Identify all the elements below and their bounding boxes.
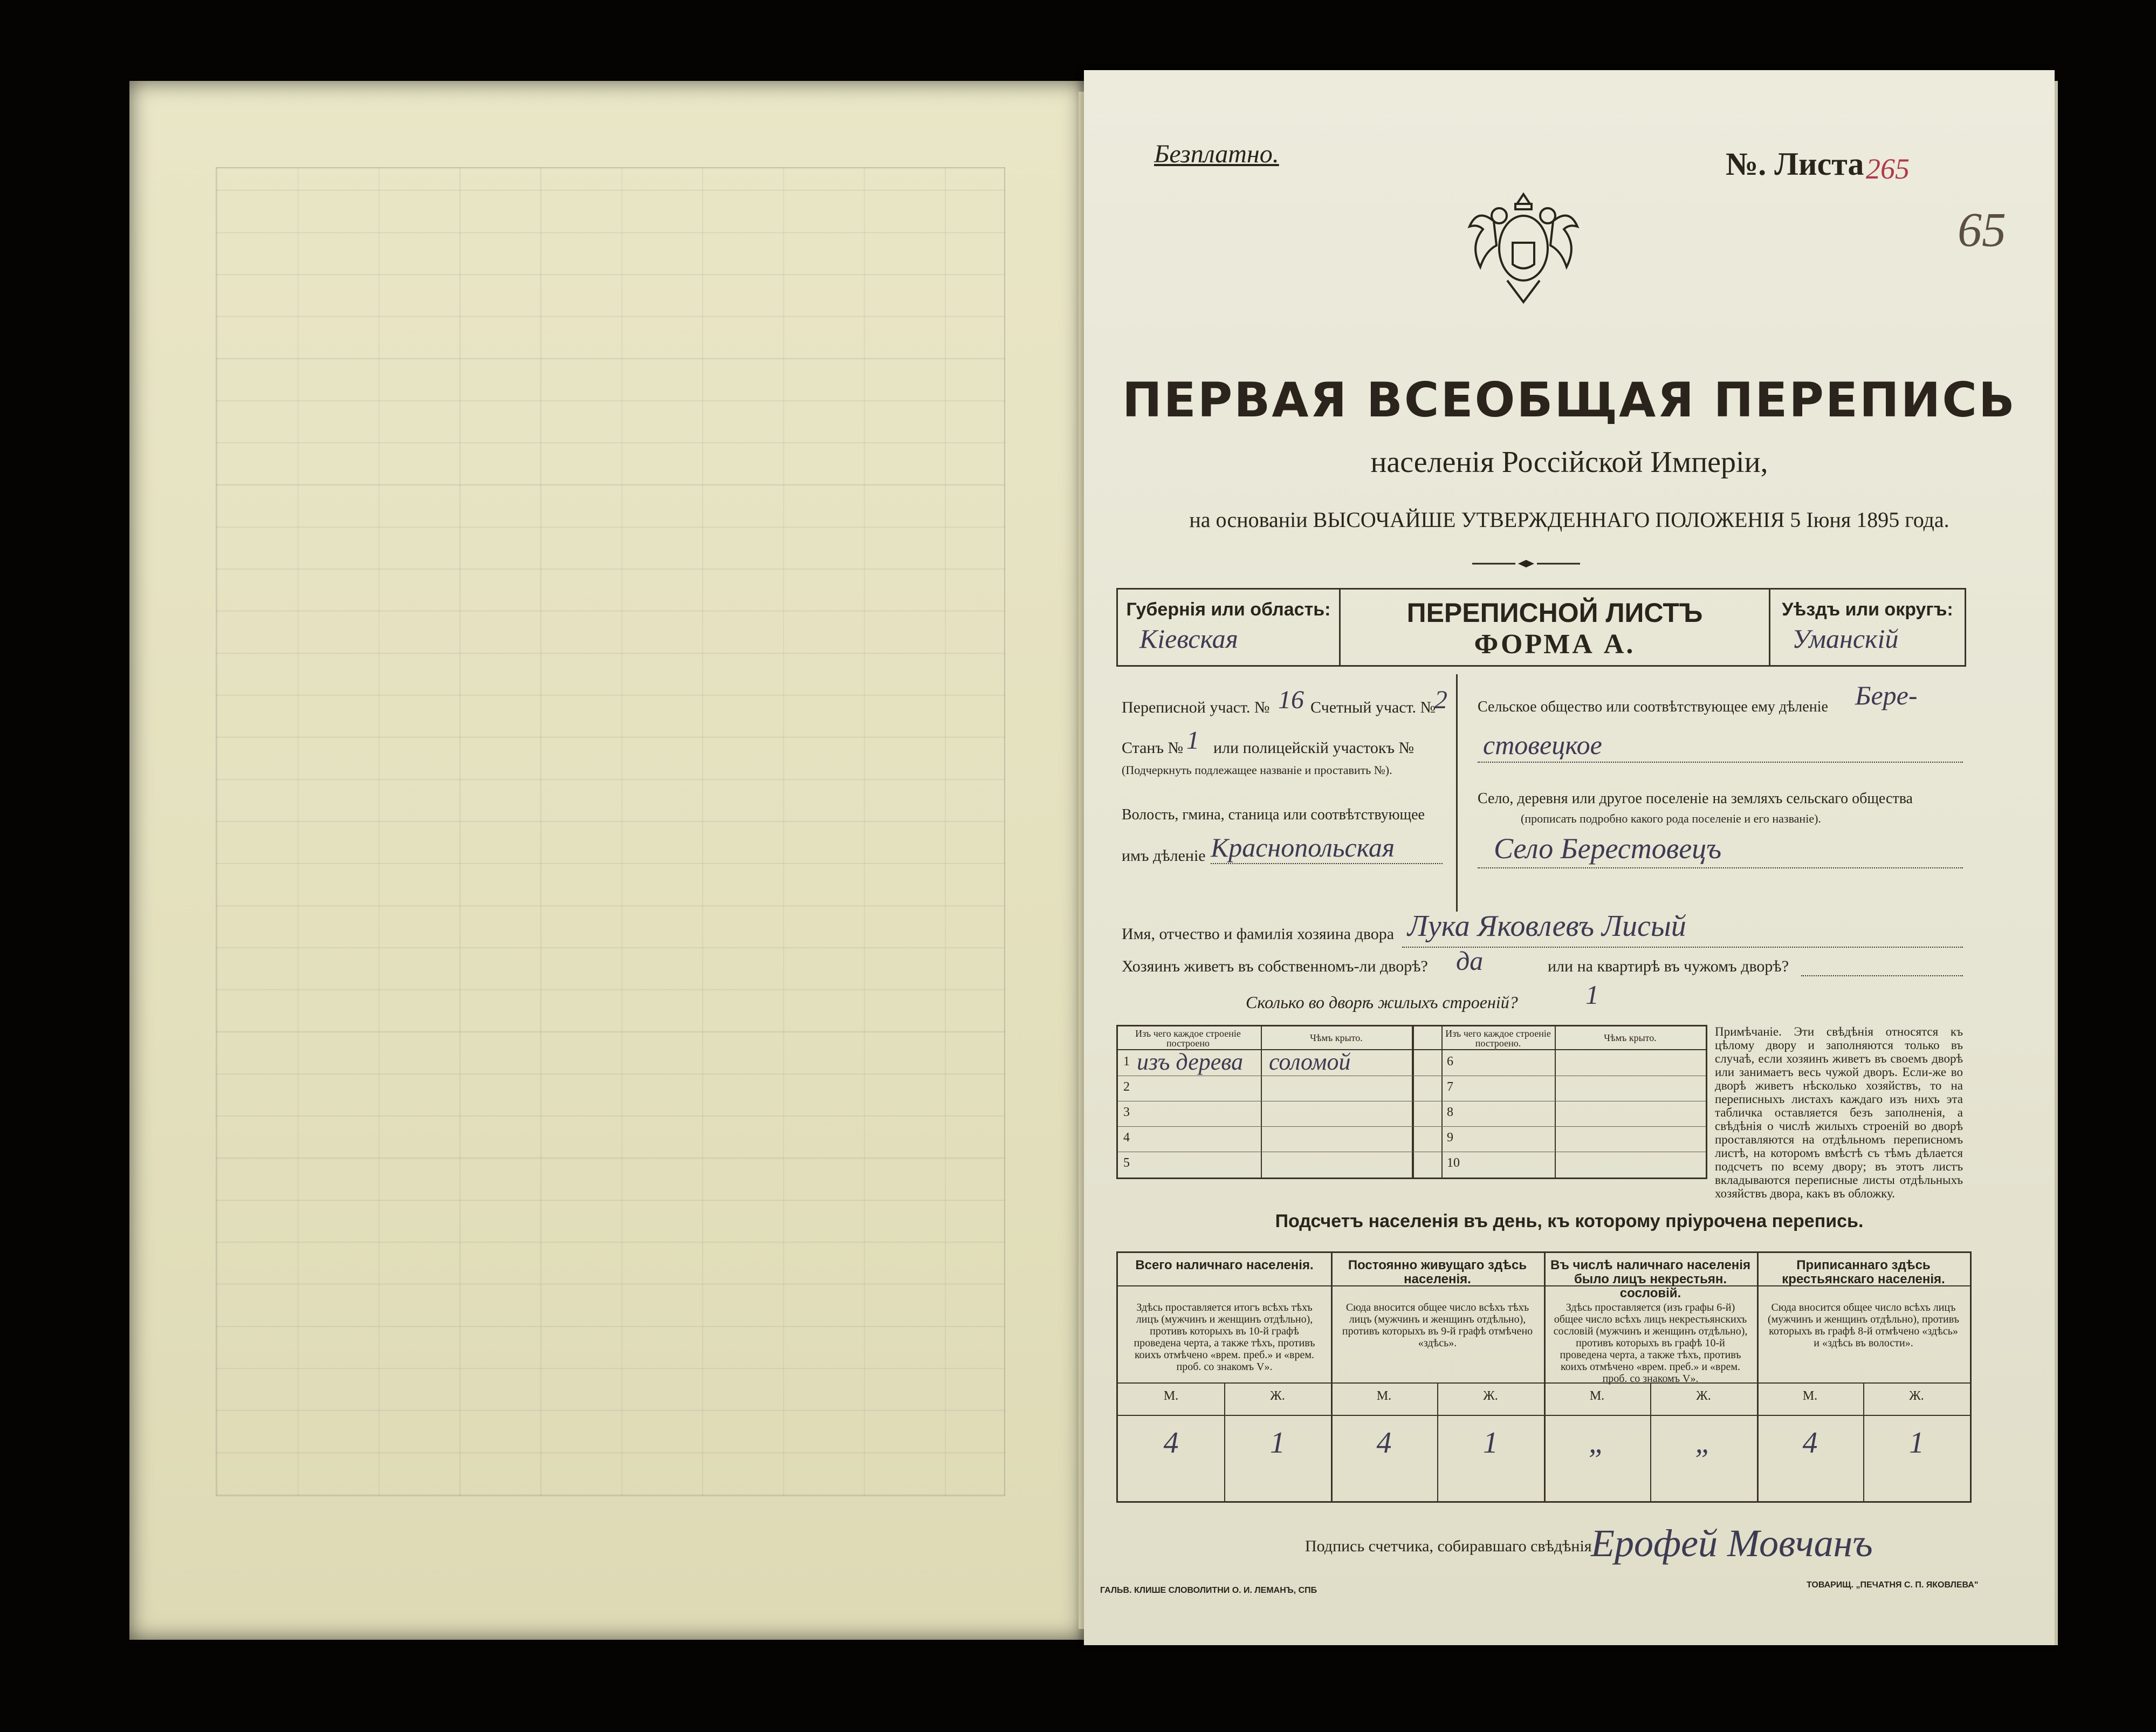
cnt-col3-desc: Здѣсь проставляется (изъ графы 6-й) общее число всѣхъ лицъ некрестьянскихъ сословій (мужчинъ и женщинъ отдѣльно), противъ которыхъ въ графѣ 10-й проведена черта, а также тѣхъ, противъ коихъ отмѣчено «врем. преб.» и «врем. проб. со знакомъ V». [1553,1302,1748,1385]
census-title: ПЕРВАЯ ВСЕОБЩАЯ ПЕРЕПИСЬ [1122,372,2016,428]
cnt-m-label: М. [1589,1389,1605,1403]
counting-district-value[interactable]: 2 [1434,686,1447,714]
buildings-table [1116,1025,1707,1179]
left-page-ruled-grid [216,167,1005,1496]
double-headed-eagle-icon [1461,183,1585,313]
stan-label: Станъ № [1122,739,1184,757]
stan-value[interactable]: 1 [1186,726,1199,755]
census-district-label: Переписной участ. № [1122,699,1270,716]
cnt-m-label: М. [1163,1389,1179,1403]
bld-row-number: 7 [1447,1080,1453,1094]
guberniya-label: Губернія или область: [1126,599,1331,620]
village-underline [1478,867,1963,868]
cnt-col1-desc: Здѣсь проставляется итогъ всѣхъ тѣхъ лицъ (мужчинъ и женщинъ отдѣльно), противъ которыхъ въ 10-й графѣ проведена черта, а также тѣхъ, противъ коихъ отмѣчено «врем. преб.» и «врем. проб. со знакомъ V». [1134,1302,1315,1373]
form-header-box [1116,588,1966,667]
imprint-left: ГАЛЬВ. КЛИШЕ СЛОВОЛИТНИ О. И. ЛЕМАНЪ, СПБ [1100,1586,1317,1595]
owner-value[interactable]: Лука Яковлевъ Лисый [1407,909,1686,943]
signature-label: Подпись счетчика, собиравшаго свѣдѣнія [1305,1537,1592,1555]
bld-row-number: 9 [1447,1131,1453,1145]
bld-row-number: 2 [1123,1080,1130,1094]
bld-col1-header: Изъ чего каждое строеніе построено [1135,1028,1241,1049]
cnt-col-divider [1331,1253,1333,1501]
cnt-col-divider [1544,1253,1546,1501]
cnt-m-label: М. [1376,1389,1392,1403]
cnt-col3-header: Въ числѣ наличнаго населенія было лицъ некрестьян. сословій. [1550,1258,1750,1300]
cnt-col1-header: Всего наличнаго населенія. [1135,1258,1314,1272]
footnote: Примѣчаніе. Эти свѣдѣнія относятся къ цѣлому двору и заполняются только въ случаѣ, если хозяинъ живетъ въ своемъ дворѣ или занимаетъ весь чужой дворъ. Если-же во дворѣ живетъ нѣсколько хозяйствъ, то на переписныхъ листахъ каждаго изъ нихъ эта табличка оставляется безъ заполненія, а свѣдѣнія о числѣ жилыхъ строеній во дворѣ проставляются на отдѣльномъ переписномъ листѣ, на которомъ вмѣстѣ съ тѣмъ дѣлается подсчетъ по всему двору; въ этотъ листъ вкладываются переписные листы отдѣльныхъ хозяйствъ двора, какъ въ обложку. [1715,1025,1963,1200]
cnt-f-label: Ж. [1696,1389,1711,1403]
cnt-f-label: Ж. [1483,1389,1498,1403]
census-basis: на основаніи ВЫСОЧАЙШЕ УТВЕРЖДЕННАГО ПОЛОЖЕНІЯ 5 Іюня 1895 года. [1189,508,1949,532]
cnt-col1-f-value[interactable]: 1 [1270,1426,1285,1460]
cnt-col2-m-value[interactable]: 4 [1376,1426,1392,1460]
bld-row1-material[interactable]: изъ дерева [1137,1049,1244,1075]
cnt-col2-desc: Сюда вносится общее число всѣхъ тѣхъ лицъ (мужчинъ и женщинъ отдѣльно), противъ которыхъ въ 9-й графѣ отмѣчено «здѣсь». [1342,1302,1533,1349]
buildings-count-label: Сколько во дворѣ жилыхъ строеній? [1246,992,1518,1012]
own-yard-label: Хозяинъ живетъ въ собственномъ-ли дворѣ? [1122,957,1428,975]
bld-col-divider [1412,1026,1414,1178]
cnt-col2-header: Постоянно живущаго здѣсь населенія. [1348,1258,1527,1286]
cnt-m-label: М. [1802,1389,1818,1403]
bld-row-number: 4 [1123,1131,1130,1145]
rented-underline [1801,975,1963,976]
society-underline [1478,762,1963,763]
imprint-right: ТОВАРИЩ. „ПЕЧАТНЯ С. П. ЯКОВЛЕВА" [1807,1580,1979,1590]
cnt-f-label: Ж. [1270,1389,1285,1403]
cnt-col4-desc: Сюда вносится общее число всѣхъ лицъ (мужчинъ и женщинъ отдѣльно), противъ которыхъ въ графѣ 8-й отмѣчено «здѣсь» и «здѣсь въ волости». [1767,1302,1960,1349]
police-note: (Подчеркнуть подлежащее названіе и проставить №). [1122,763,1392,777]
volost-label: Волость, гмина, станица или соотвѣтствующее [1122,806,1425,823]
census-form-page [1084,70,2055,1645]
sheet-number-label-text: №. Листа [1726,146,1864,182]
population-count-table [1116,1251,1972,1503]
form-title: ПЕРЕПИСНОЙ ЛИСТЪ [1406,598,1703,628]
count-title: Подсчетъ населенія въ день, къ которому пріурочена перепись. [1275,1211,1864,1231]
volost-label-2: имъ дѣленіе [1122,847,1206,865]
bld-row-number: 5 [1123,1156,1130,1170]
bld-col2-header: Чѣмъ крыто. [1310,1032,1363,1043]
owner-label: Имя, отчество и фамилія хозяина двора [1122,925,1395,943]
society-label: Сельское общество или соотвѣтствующее ему дѣленіе [1478,699,1828,715]
society-value-2[interactable]: стовецкое [1483,730,1602,760]
free-label: Безплатно. [1154,140,1279,168]
owner-underline [1402,947,1963,948]
cnt-col3-m-value[interactable]: „ [1588,1426,1606,1460]
uezd-label: Уѣздъ или округъ: [1782,599,1953,620]
cnt-col3-f-value[interactable]: „ [1695,1426,1712,1460]
cnt-col4-m-value[interactable]: 4 [1802,1426,1818,1460]
bld-col-divider [1555,1026,1556,1178]
cnt-col4-f-value[interactable]: 1 [1909,1426,1924,1460]
uezd-cell [1769,590,1965,665]
bld-row-number: 3 [1123,1105,1130,1119]
ornament-divider [1472,558,1580,569]
bld-col3-header: Изъ чего каждое строеніе построено. [1445,1028,1551,1049]
bld-col4-header: Чѣмъ крыто. [1604,1032,1657,1043]
village-value[interactable]: Село Берестовецъ [1494,832,1722,865]
volost-value[interactable]: Краснопольская [1211,832,1395,862]
sheet-number-value: 265 [1866,153,1910,185]
bld-col-divider [1441,1026,1443,1178]
society-value-1[interactable]: Бере- [1855,680,1918,710]
census-district-value[interactable]: 16 [1278,686,1304,714]
bld-row-number: 6 [1447,1055,1453,1069]
form-name: ФОРМА А. [1474,629,1636,660]
police-district-label: или полицейскій участокъ № [1213,739,1415,757]
bld-row1-roof[interactable]: соломой [1269,1049,1351,1075]
bld-row-line [1118,1126,1706,1127]
bld-col-divider [1261,1026,1262,1178]
guberniya-value[interactable]: Кіевская [1139,624,1238,654]
bld-row-number: 8 [1447,1105,1453,1119]
rented-label: или на квартирѣ въ чужомъ дворѣ? [1548,957,1789,975]
uezd-value[interactable]: Уманскій [1792,624,1899,654]
bld-row-number: 10 [1447,1156,1460,1170]
cnt-f-label: Ж. [1909,1389,1924,1403]
cnt-col1-m-value[interactable]: 4 [1163,1426,1179,1460]
census-subtitle: населенія Россійской Имперіи, [1370,446,1768,479]
left-page [129,81,1084,1640]
field-column-divider [1456,674,1458,912]
counting-district-label: Счетный участ. № [1310,699,1436,716]
volost-underline [1211,863,1443,864]
bld-row-number: 1 [1123,1055,1130,1069]
cnt-col4-header: Приписаннаго здѣсь крестьянскаго населенія. [1782,1258,1945,1286]
cnt-col-divider [1757,1253,1759,1501]
own-yard-value[interactable]: да [1456,946,1484,976]
village-label: Село, деревня или другое поселеніе на земляхъ сельскаго общества [1478,790,1913,807]
cnt-col2-f-value[interactable]: 1 [1483,1426,1498,1460]
village-note: (прописать подробно какого рода поселеніе и его названіе). [1521,812,1821,825]
guberniya-cell [1118,590,1341,665]
buildings-count-value[interactable]: 1 [1585,980,1599,1010]
sheet-number-label [1726,146,1864,183]
signature-value[interactable]: Ерофей Мовчанъ [1591,1522,1873,1565]
folio-number: 65 [1958,203,2006,257]
